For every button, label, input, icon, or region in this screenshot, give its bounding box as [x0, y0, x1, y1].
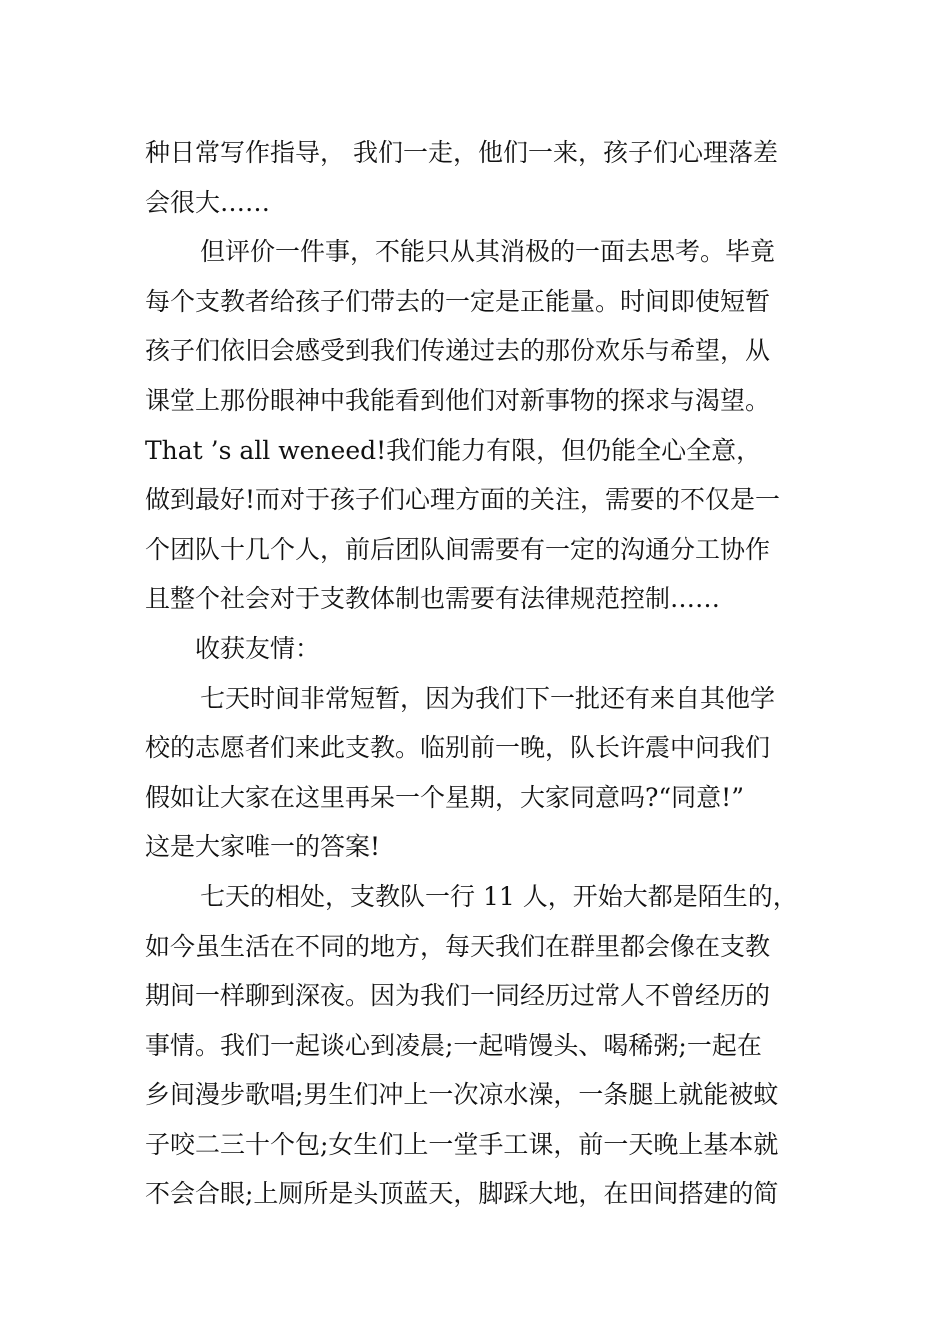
paragraph-start-line: 但评价一件事，不能只从其消极的一面去思考。毕竟: [200, 237, 776, 267]
text-line: 乡间漫步歌唱;男生们冲上一次凉水澡，一条腿上就能被蚊: [145, 1080, 779, 1110]
text-line: 假如让大家在这里再呆一个星期，大家同意吗?“同意!”: [145, 782, 745, 812]
text-line: 且整个社会对于支教体制也需要有法律规范控制……: [145, 584, 721, 614]
text-line: 期间一样聊到深夜。因为我们一同经历过常人不曾经历的: [145, 981, 771, 1011]
text-line: 不会合眼;上厕所是头顶蓝天，脚踩大地，在田间搭建的简: [145, 1179, 779, 1209]
text-line: 如今虽生活在不同的地方，每天我们在群里都会像在支教: [145, 931, 771, 961]
text-line: 课堂上那份眼神中我能看到他们对新事物的探求与渴望。: [145, 385, 771, 415]
section-heading: 收获友情：: [195, 633, 321, 663]
text-line: 每个支教者给孩子们带去的一定是正能量。时间即使短暂: [145, 286, 771, 316]
text-line: That ’s all weneed!我们能力有限，但仍能全心全意，: [145, 435, 762, 465]
paragraph-start-line: 七天的相处，支教队一行 11 人，开始大都是陌生的，: [200, 881, 798, 911]
paragraph-start-line: 七天时间非常短暂，因为我们下一批还有来自其他学: [200, 683, 776, 713]
text-line: 校的志愿者们来此支教。临别前一晚，队长许震中问我们: [145, 733, 771, 763]
body-text: [145, 128, 845, 1219]
text-line: 子咬二三十个包;女生们上一堂手工课，前一天晚上基本就: [145, 1129, 779, 1159]
text-line: 事情。我们一起谈心到凌晨;一起啃馒头、喝稀粥;一起在: [145, 1030, 762, 1060]
text-line: 做到最好!而对于孩子们心理方面的关注，需要的不仅是一: [145, 485, 781, 515]
text-line: 个团队十几个人，前后团队间需要有一定的沟通分工协作: [145, 534, 771, 564]
text-line: 这是大家唯一的答案!: [145, 832, 381, 862]
text-line: 种日常写作指导， 我们一走，他们一来，孩子们心理落差: [145, 138, 778, 167]
text-line: 孩子们依旧会感受到我们传递过去的那份欢乐与希望，从: [145, 336, 771, 366]
text-line: 会很大……: [145, 187, 271, 217]
